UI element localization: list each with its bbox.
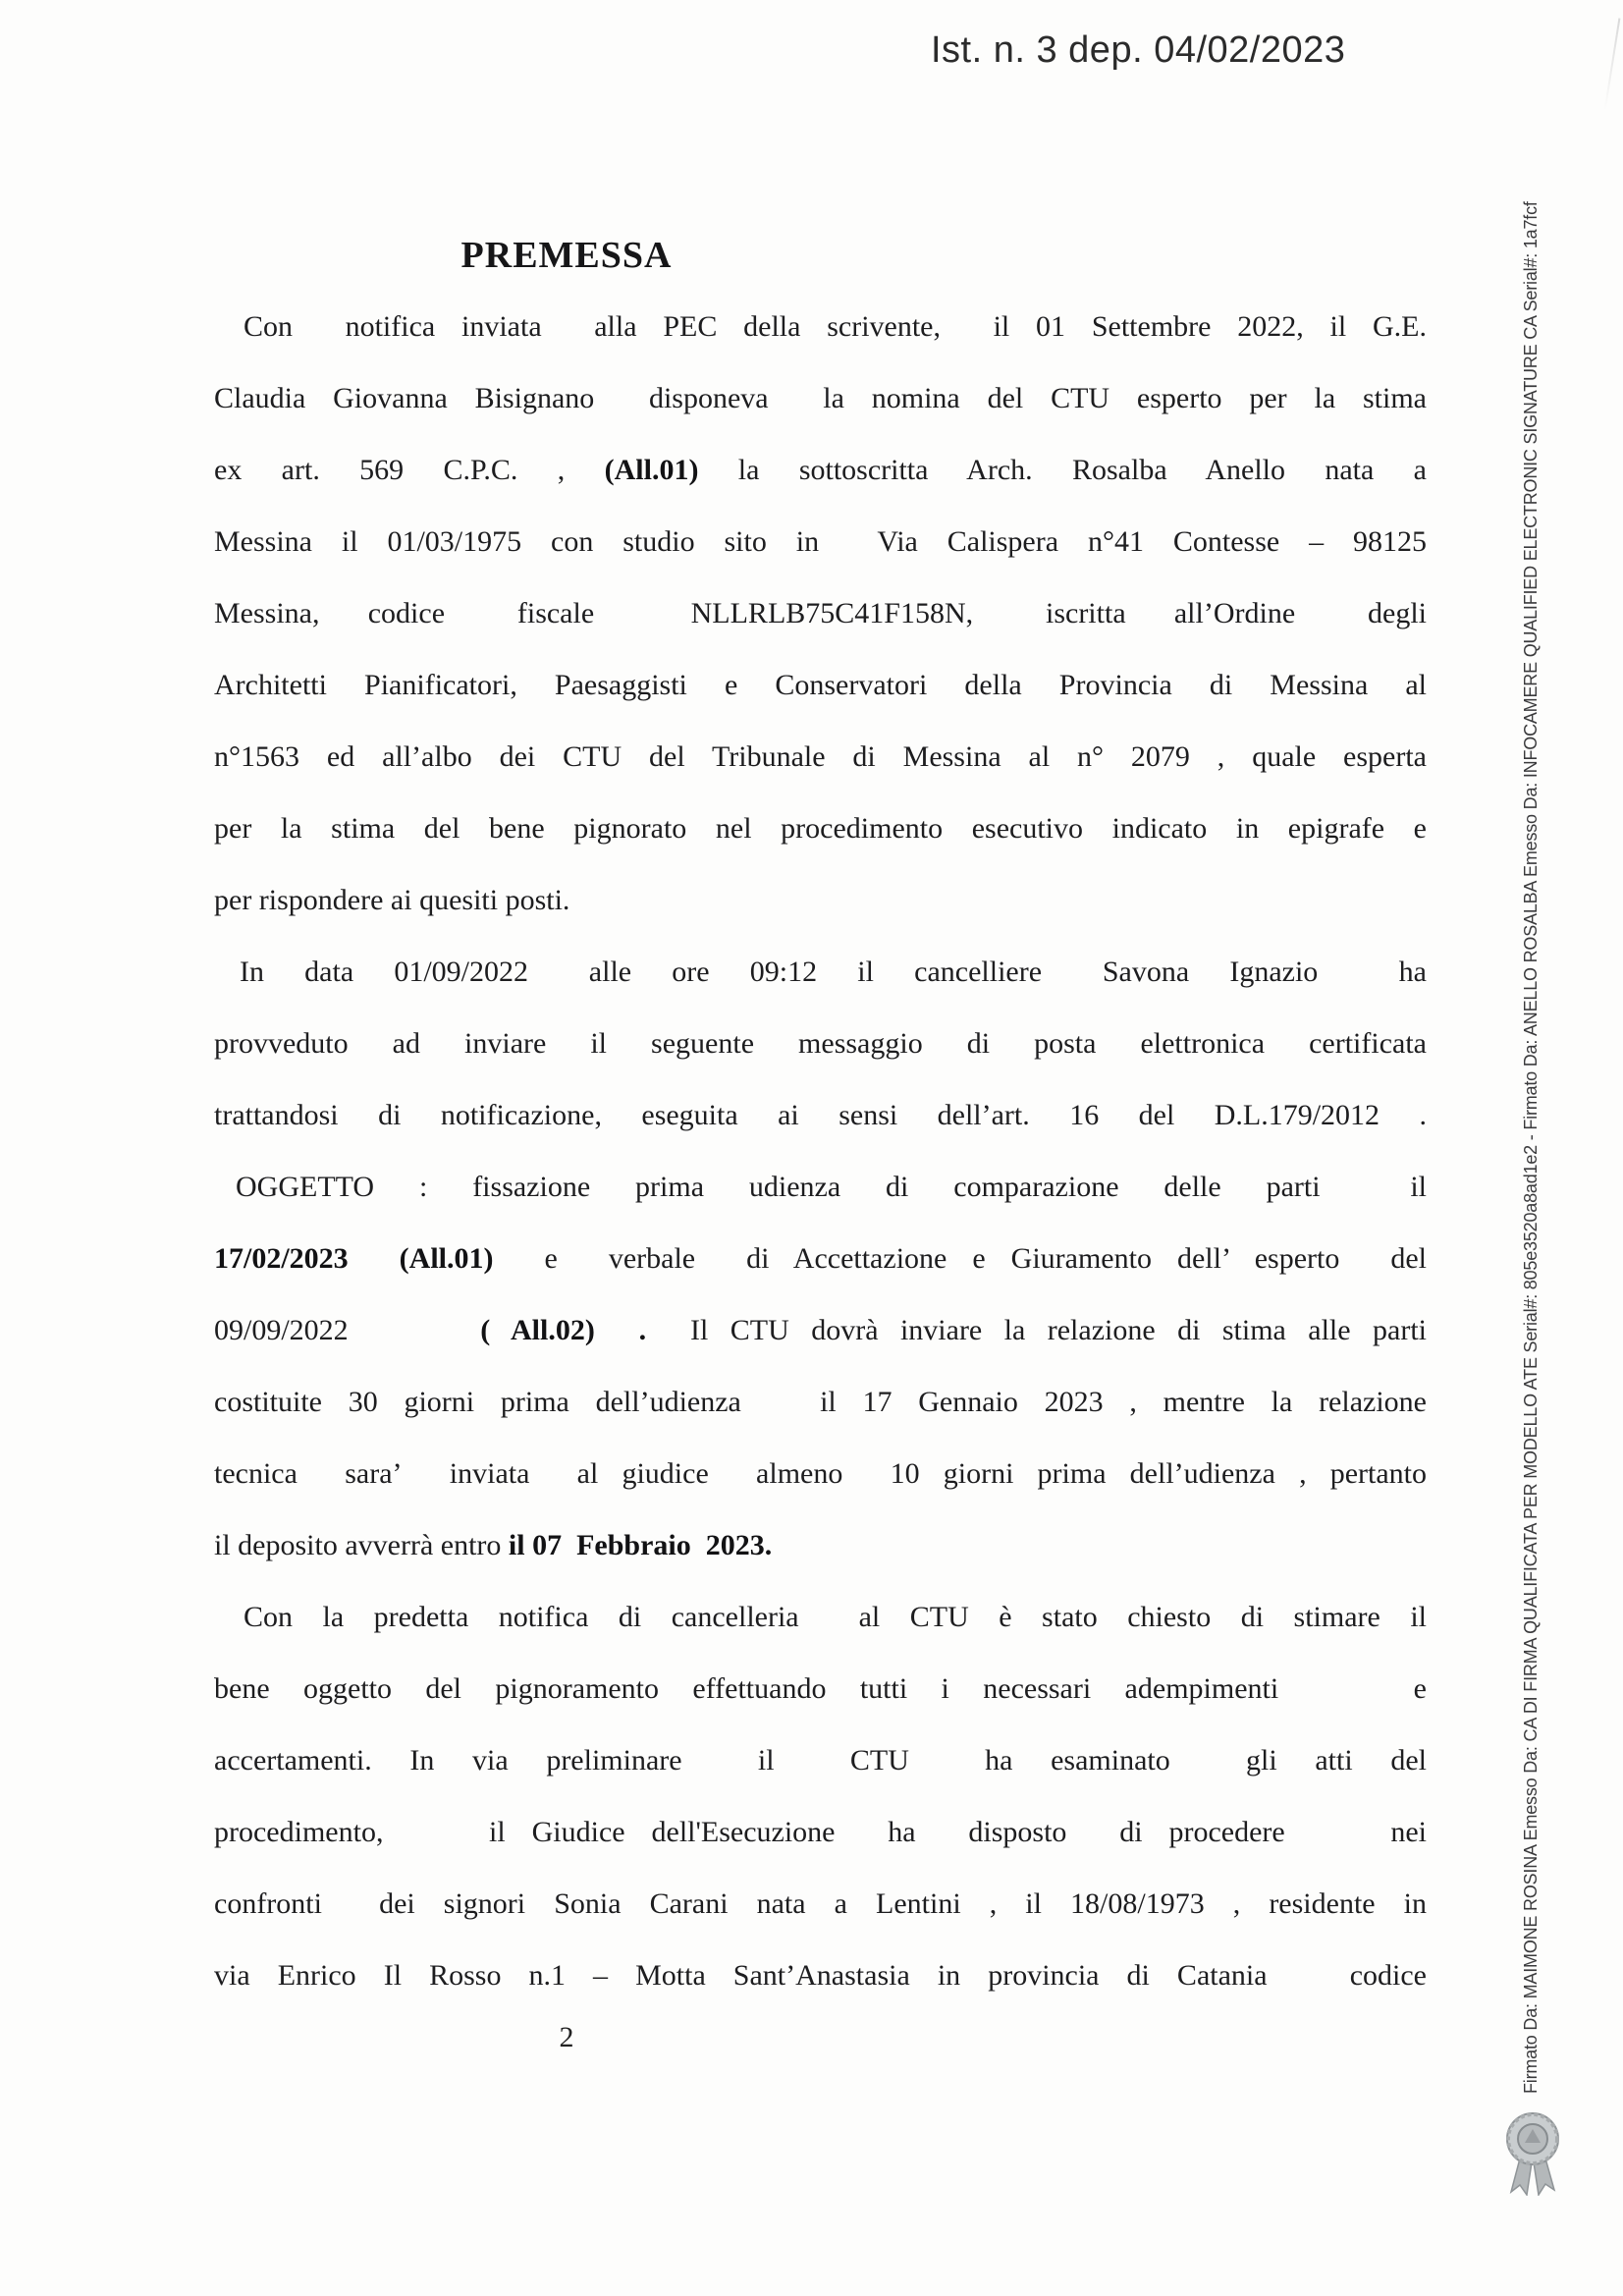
text-segment: confronti dei signori Sonia Carani nata a Lentini , il 18/08/1973 , residente in: [214, 1887, 1427, 1920]
text-line: [214, 1008, 1427, 1079]
text-segment-bold: 17/02/2023 (All.01): [214, 1242, 494, 1275]
text-segment-bold: (All.01): [604, 454, 699, 486]
text-line: [214, 1940, 1427, 2011]
text-segment: il deposito avverrà entro: [214, 1529, 509, 1561]
text-line: [214, 1223, 1427, 1294]
text-line: [214, 1294, 1427, 1366]
text-segment: Messina, codice fiscale NLLRLB75C41F158N, iscritta all’Ordine degli: [214, 597, 1427, 629]
digital-signature-strip: Firmato Da: MAIMONE ROSINA Emesso Da: CA DI FIRMA QUALIFICATA PER MODELLO ATE Serial#: 805e3520a8ad1e2 - Firmato Da: ANELLO ROSALBA Emesso Da: INFOCAMERE QUALIFIED ELECTRONIC SIGNATURE CA Serial#: 1a7fcf: [1521, 201, 1541, 2094]
page-title: PREMESSA: [460, 235, 673, 276]
text-line: [214, 291, 1427, 362]
text-line: [214, 1366, 1427, 1438]
text-line: [214, 1151, 1427, 1223]
text-line: [214, 577, 1427, 649]
text-segment: Claudia Giovanna Bisignano disponeva la nomina del CTU esperto per la stima: [214, 382, 1427, 414]
text-line: [214, 793, 1427, 864]
text-line: [214, 506, 1427, 577]
text-segment: OGGETTO : fissazione prima udienza di comparazione delle parti il: [236, 1171, 1427, 1203]
text-segment: tecnica sara’ inviata al giudice almeno 10 giorni prima dell’udienza , pertanto: [214, 1457, 1427, 1490]
text-segment: costituite 30 giorni prima dell’udienza il 17 Gennaio 2023 , mentre la relazione: [214, 1386, 1427, 1418]
text-line: [214, 1438, 1427, 1509]
text-segment: 09/09/2022: [214, 1314, 481, 1346]
scan-artifact: [1604, 18, 1621, 110]
text-segment: per la stima del bene pignorato nel procedimento esecutivo indicato in epigrafe e: [214, 812, 1427, 845]
text-segment: procedimento, il Giudice dell'Esecuzione ha disposto di procedere nei: [214, 1816, 1427, 1848]
text-segment: per rispondere ai quesiti posti.: [214, 884, 570, 916]
text-segment: e verbale di Accettazione e Giuramento dell’ esperto del: [493, 1242, 1427, 1275]
text-segment: la sottoscritta Arch. Rosalba Anello nata a: [698, 454, 1427, 486]
text-segment: Architetti Pianificatori, Paesaggisti e Conservatori della Provincia di Messina al: [214, 669, 1427, 701]
text-line: [214, 864, 1427, 936]
text-line: [214, 721, 1427, 793]
text-line: [214, 1653, 1427, 1724]
text-segment: ex art. 569 C.P.C. ,: [214, 454, 605, 486]
text-line: [214, 1796, 1427, 1868]
filing-stamp: Ist. n. 3 dep. 04/02/2023: [931, 29, 1346, 71]
text-segment: trattandosi di notificazione, eseguita ai sensi dell’art. 16 del D.L.179/2012 .: [214, 1099, 1427, 1131]
text-line: [214, 434, 1427, 506]
text-segment: In data 01/09/2022 alle ore 09:12 il cancelliere Savona Ignazio ha: [240, 956, 1427, 988]
text-segment: Con notifica inviata alla PEC della scrivente, il 01 Settembre 2022, il G.E.: [243, 310, 1427, 343]
text-line: [214, 1868, 1427, 1940]
text-segment: via Enrico Il Rosso n.1 – Motta Sant’Anastasia in provincia di Catania codice: [214, 1959, 1427, 1992]
text-segment: accertamenti. In via preliminare il CTU ha esaminato gli atti del: [214, 1744, 1427, 1777]
text-segment: n°1563 ed all’albo dei CTU del Tribunale di Messina al n° 2079 , quale esperta: [214, 740, 1427, 773]
text-segment: bene oggetto del pignoramento effettuando tutti i necessari adempimenti e: [214, 1672, 1427, 1705]
text-segment-bold: il 07 Febbraio 2023.: [508, 1529, 773, 1561]
text-line: [214, 1724, 1427, 1796]
text-line: [214, 1581, 1427, 1653]
text-line: [214, 1079, 1427, 1151]
text-segment-bold: ( All.02) .: [480, 1314, 647, 1346]
text-segment: Il CTU dovrà inviare la relazione di stima alle parti: [646, 1314, 1427, 1346]
text-line: [214, 936, 1427, 1008]
page-number: 2: [559, 2021, 574, 2053]
signature-seal-icon: [1500, 2109, 1565, 2196]
text-line: [214, 362, 1427, 434]
text-segment: Con la predetta notifica di cancelleria al CTU è stato chiesto di stimare il: [243, 1601, 1427, 1633]
text-line: [214, 1509, 1427, 1581]
text-line: [214, 649, 1427, 721]
text-segment: Messina il 01/03/1975 con studio sito in Via Calispera n°41 Contesse – 98125: [214, 525, 1427, 558]
document-body-lines: [214, 291, 1427, 2011]
text-segment: provveduto ad inviare il seguente messaggio di posta elettronica certificata: [214, 1027, 1427, 1060]
